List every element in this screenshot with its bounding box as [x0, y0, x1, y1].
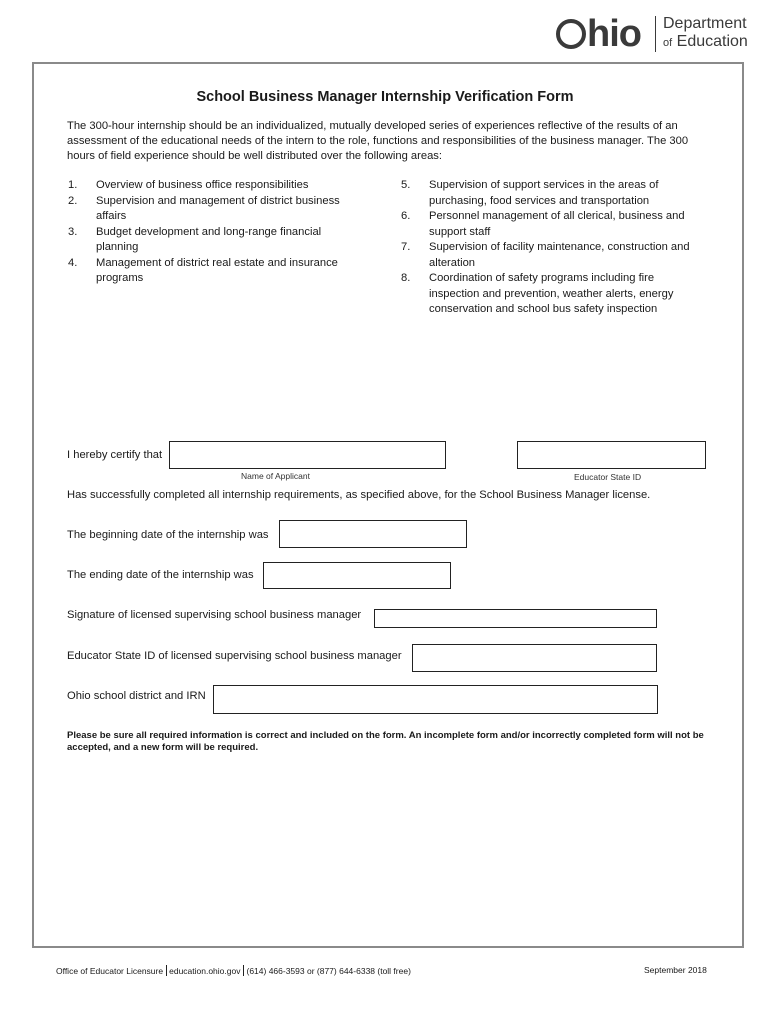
page-title: School Business Manager Internship Verification Form	[196, 89, 574, 105]
educator-state-id-field[interactable]	[517, 441, 706, 469]
list-item: 3. Budget development and long-range financial planning	[68, 225, 322, 253]
supervisor-id-label: Educator State ID of licensed supervising school business manager	[67, 650, 402, 662]
footer-contact: Office of Educator Licensure education.ohio.gov (614) 466-3593 or (877) 644-6338 (toll free)	[56, 966, 411, 976]
begin-date-label: The beginning date of the internship was	[67, 529, 269, 541]
district-label: Ohio school district and IRN	[67, 690, 206, 702]
footer-website[interactable]: education.ohio.gov	[169, 966, 241, 976]
signature-label: Signature of licensed supervising school business manager	[67, 609, 362, 621]
completed-statement: Has successfully completed all internship requirements, as specified above, for the School Business Manager license.	[67, 489, 651, 501]
certify-label: I hereby certify that	[67, 449, 163, 461]
state-id-caption: Educator State ID	[574, 472, 642, 482]
footer-divider	[243, 965, 244, 976]
footer-divider	[166, 965, 167, 976]
areas-list-left	[68, 178, 358, 287]
list-item: 1. Overview of business office responsibilities	[68, 179, 309, 191]
list-item: 6. Personnel management of all clerical, business and support staff	[401, 210, 685, 238]
begin-date-field[interactable]	[279, 520, 467, 548]
district-irn-field[interactable]	[213, 685, 658, 714]
footer-date: September 2018	[644, 965, 707, 975]
list-item: 8. Coordination of safety programs including fire inspection and prevention, weather alerts, energy conservation and school bus safety inspection	[401, 272, 674, 315]
logo-divider	[655, 16, 656, 52]
supervisor-signature-field[interactable]	[374, 609, 657, 628]
end-date-label: The ending date of the internship was	[67, 569, 254, 581]
applicant-caption: Name of Applicant	[241, 471, 310, 481]
supervisor-state-id-field[interactable]	[412, 644, 657, 672]
areas-list-right	[401, 178, 701, 318]
applicant-name-field[interactable]	[169, 441, 446, 469]
logo-o-ring-icon	[556, 19, 586, 49]
ohio-education-logo	[556, 14, 756, 54]
logo-ohio-wordmark: hio	[556, 14, 641, 54]
list-item: 7. Supervision of facility maintenance, construction and alteration	[401, 241, 690, 269]
logo-department-text: Department of Education	[663, 15, 748, 50]
warning-note: Please be sure all required information is correct and included on the form. An incomplete form and/or incorrectly completed form will not be accepted, and a new form will be required.	[67, 730, 704, 753]
end-date-field[interactable]	[263, 562, 451, 589]
list-item: 2. Supervision and management of district business affairs	[68, 194, 340, 222]
list-item: 5. Supervision of support services in the areas of purchasing, food services and transportation	[401, 179, 659, 207]
footer-phone: (614) 466-3593 or (877) 644-6338 (toll free)	[246, 966, 411, 976]
list-item: 4. Management of district real estate and insurance programs	[68, 256, 338, 284]
intro-paragraph: The 300-hour internship should be an individualized, mutually developed series of experiences reflective of the results of an assessment of the educational needs of the intern to the role, functions and responsibilities of the business manager. The 300 hours of field experience should be well distributed over the following areas:	[67, 120, 689, 162]
